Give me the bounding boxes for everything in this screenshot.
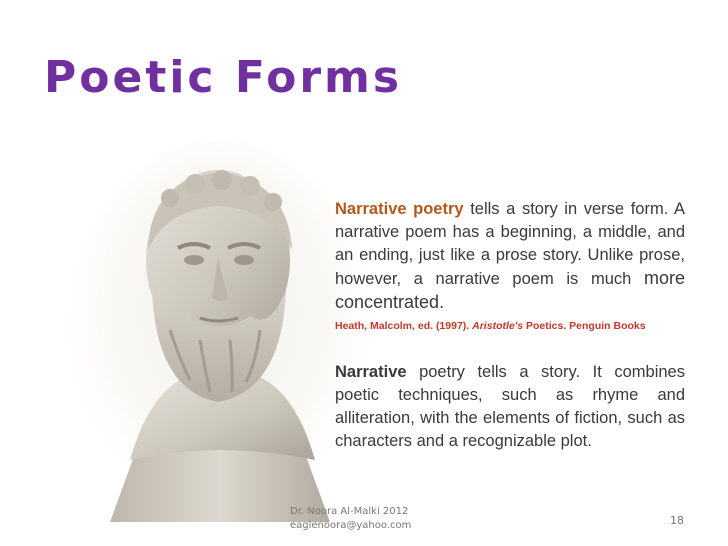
citation xyxy=(335,319,685,333)
aristotle-bust-icon xyxy=(70,140,370,522)
paragraph1-body: tells a story in verse form. A narrative poem has a beginning, a middle, and an ending, just like a prose story. Unlike prose, however, a narrative poem is much xyxy=(335,200,686,288)
footer-author: Dr. Noora Al-Malki 2012 xyxy=(290,506,409,517)
footer-author-info xyxy=(290,505,411,533)
paragraph1-tail: more concentrated. xyxy=(335,268,685,312)
paragraph-narrative-elements xyxy=(335,361,685,453)
narrative-poetry-term: Narrative poetry xyxy=(335,200,464,218)
citation-italic: Aristotle's xyxy=(472,320,524,332)
page-number: 18 xyxy=(670,514,684,527)
citation-prefix: Heath, Malcolm, ed. (1997). xyxy=(335,320,473,332)
paragraph-narrative-definition xyxy=(335,198,685,315)
narrative-term: Narrative xyxy=(335,363,407,381)
slide-title: Poetic Forms xyxy=(44,52,403,103)
slide-content xyxy=(335,198,685,453)
footer-email: eaglenoora@yahoo.com xyxy=(290,520,412,531)
citation-suffix: Poetics. Penguin Books xyxy=(523,320,646,332)
paragraph2-body: poetry tells a story. It combines poetic techniques, such as rhyme and alliteration, with the elements of fiction, such as characters and a recognizable plot. xyxy=(335,363,685,450)
